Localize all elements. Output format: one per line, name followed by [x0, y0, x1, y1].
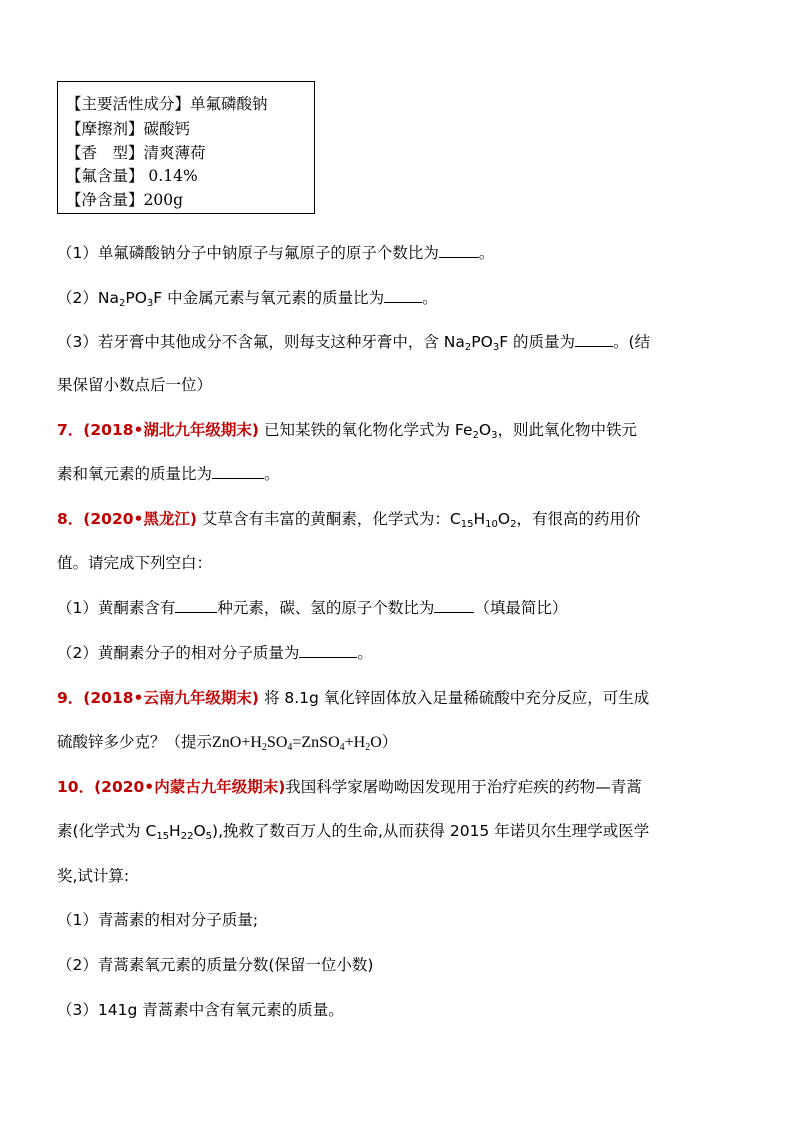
q6-part1-end: 。	[478, 244, 495, 262]
q10-source-ref: 10．(2020•内蒙古九年级期末)	[57, 778, 286, 796]
q8-source-ref: 8．(2020•黑龙江)	[57, 510, 197, 528]
q9-line2-text: 硫酸锌多少克？（提示	[57, 733, 213, 751]
q7-source-ref: 7．(2018•湖北九年级期末)	[57, 421, 260, 439]
q10-line1	[57, 775, 642, 797]
subscript: 2	[510, 519, 517, 530]
q6-part3	[57, 330, 650, 352]
q8-part1-pre: （1）黄酮素含有	[57, 599, 176, 617]
subscript: 4	[339, 742, 345, 753]
subscript: 3	[492, 342, 500, 353]
subscript: 2	[365, 742, 371, 753]
q6-part3-mid: PO	[471, 333, 493, 351]
q8-line1	[57, 507, 640, 529]
equation-part: ZnO+H	[212, 734, 262, 751]
q10-line3: 奖,试计算:	[57, 867, 130, 885]
q10-part3: （3）141g 青蒿素中含有氧元素的质量。	[57, 1001, 344, 1019]
equation-part: +H	[344, 734, 366, 751]
answer-blank[interactable]	[575, 332, 613, 347]
q6-part1-text: （1）单氟磷酸钠分子中钠原子与氟原子的原子个数比为	[57, 244, 439, 262]
q10-line2-mid1: H	[169, 822, 181, 840]
q8-part2	[57, 641, 373, 663]
q9-source-ref: 9．(2018•云南九年级期末)	[57, 689, 260, 707]
q9-line2-end: ）	[381, 733, 398, 751]
q6-part3-pre: （3）若牙膏中其他成分不含氟，则每支这种牙膏中，含 Na	[57, 333, 465, 351]
subscript: 10	[485, 519, 498, 530]
q8-part1	[57, 596, 567, 618]
equation-part: O	[370, 734, 382, 751]
q8-part2-pre: （2）黄酮素分子的相对分子质量为	[57, 644, 300, 662]
q6-part2-mid: PO	[125, 289, 147, 307]
q7-line1	[57, 418, 637, 440]
equation-part: =ZnSO	[292, 734, 340, 751]
answer-blank[interactable]	[175, 598, 217, 613]
q10-part1: （1）青蒿素的相对分子质量;	[57, 911, 259, 929]
q6-part2-pre: （2）Na	[57, 289, 119, 307]
answer-blank[interactable]	[434, 598, 474, 613]
label-row-flavor: 【香 型】清爽薄荷	[66, 144, 206, 162]
q8-text: 艾草含有丰富的黄酮素，化学式为：C	[197, 510, 461, 528]
q6-part3-line2: 果保留小数点后一位）	[57, 376, 213, 394]
q6-part2-end: 。	[422, 289, 438, 307]
q10-line2-pre: 素(化学式为 C	[57, 822, 157, 840]
q8-post: ，有很高的药用价	[516, 510, 641, 528]
q10-line2-post: ),挽救了数百万人的生命,从而获得 2015 年诺贝尔生理学或医学	[212, 822, 650, 840]
q10-line2	[57, 819, 649, 841]
label-row-abrasive: 【摩擦剂】碳酸钙	[66, 120, 191, 138]
q10-text: 我国科学家屠呦呦因发现用于治疗疟疾的药物—青蒿	[285, 778, 642, 796]
subscript: 2	[261, 742, 267, 753]
q6-part1	[57, 241, 494, 263]
q8-part2-end: 。	[357, 644, 373, 662]
product-label-box	[57, 81, 315, 214]
q6-part3-end: 。(结	[613, 333, 651, 351]
q9-text: 将 8.1g 氧化锌固体放入足量稀硫酸中充分反应，可生成	[259, 689, 650, 707]
q8-mid2: O	[497, 510, 511, 528]
q9-line2	[57, 730, 397, 752]
q7-mid: O	[478, 421, 492, 439]
q7-text: 已知某铁的氧化物化学式为 Fe	[259, 421, 473, 439]
answer-blank[interactable]	[439, 243, 479, 258]
subscript: 3	[491, 430, 498, 441]
q8-part1-mid: 种元素，碳、氢的原子个数比为	[217, 599, 435, 617]
subscript: 15	[460, 519, 474, 530]
q7-post: ，则此氧化物中铁元	[497, 421, 637, 439]
answer-blank[interactable]	[212, 464, 264, 479]
q6-part2	[57, 286, 438, 308]
subscript: 3	[146, 298, 154, 309]
q6-part2-post: F 中金属元素与氧元素的质量比为	[153, 289, 385, 307]
answer-blank[interactable]	[384, 288, 422, 303]
equation-part: SO	[266, 734, 288, 751]
chemical-equation	[212, 734, 382, 751]
q9-line1	[57, 686, 649, 708]
label-row-fluoride: 【氟含量】 0.14%	[66, 167, 198, 185]
q10-part2: （2）青蒿素氧元素的质量分数(保留一位小数)	[57, 956, 374, 974]
subscript: 2	[118, 298, 126, 309]
q8-line2: 值。请完成下列空白：	[57, 554, 213, 572]
q7-line2	[57, 462, 280, 484]
subscript: 2	[464, 342, 472, 353]
subscript: 5	[205, 831, 213, 842]
q7-line2-text: 素和氧元素的质量比为	[57, 465, 213, 483]
subscript: 22	[180, 831, 194, 842]
q10-line2-mid2: O	[193, 822, 206, 840]
q7-line2-end: 。	[264, 465, 280, 483]
subscript: 4	[287, 742, 293, 753]
answer-blank[interactable]	[299, 643, 357, 658]
label-row-active-ingredient: 【主要活性成分】单氟磷酸钠	[66, 95, 268, 113]
subscript: 2	[472, 430, 479, 441]
q8-mid1: H	[473, 510, 486, 528]
subscript: 15	[156, 831, 170, 842]
q6-part3-post: F 的质量为	[499, 333, 576, 351]
q8-part1-end: （填最简比）	[474, 599, 568, 617]
label-row-net-content: 【净含量】200g	[66, 191, 184, 209]
